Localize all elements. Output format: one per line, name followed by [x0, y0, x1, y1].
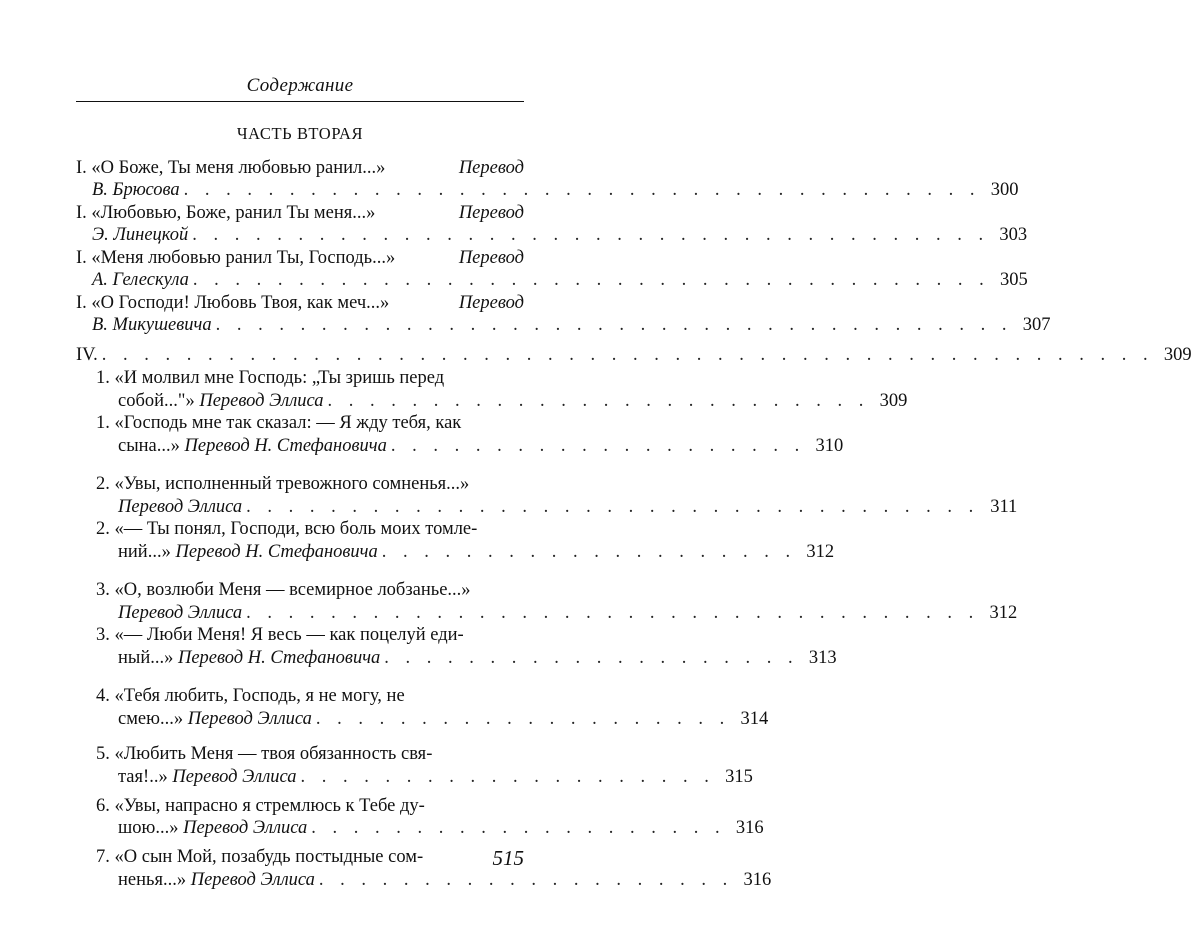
translator-name: Э. Линецкой — [92, 225, 189, 245]
translator-name: Перевод Н. Стефановича — [177, 648, 381, 668]
toc-sub-entry-line — [118, 709, 769, 733]
entry-title-cont: ненья...» — [118, 870, 187, 890]
toc-sub-entry-line — [118, 818, 764, 842]
header-rule — [76, 101, 524, 102]
translator-name: Перевод Н. Стефановича — [184, 436, 387, 456]
page-number: 310 — [815, 436, 844, 456]
entry-title: I. «О Господи! Любовь Твоя, как меч...» — [76, 293, 390, 313]
leader-dots: . . . . . . . . . . . . . . . . . . . . . . . . . . . . . . . . . . . — [246, 603, 980, 623]
leader-dots: . . . . . . . . . . . . . . . . . . . . — [390, 436, 806, 456]
page-folio: 515 — [492, 846, 524, 870]
translator-name: Перевод Эллиса — [190, 870, 315, 890]
translator-label: Перевод — [458, 248, 524, 268]
entry-title-cont: сына...» — [118, 436, 180, 456]
toc-sub-entry-line — [118, 870, 772, 894]
page-number: 309 — [1163, 345, 1192, 365]
toc-sub-entry-line — [118, 542, 835, 566]
translator-label: Перевод — [458, 158, 524, 178]
section-label: IV. — [76, 345, 98, 365]
leader-dots: . . . . . . . . . . . . . . . . . . . . — [384, 648, 799, 668]
translator-name: В. Брюсова — [92, 180, 180, 200]
toc-entry-line — [76, 158, 524, 182]
translator-label: Перевод — [458, 293, 524, 313]
page-number: 312 — [806, 542, 835, 562]
toc-sub-entry-line — [96, 625, 524, 649]
toc-sub-entry-line — [96, 368, 524, 392]
toc-sub-entry-line — [96, 413, 524, 437]
page-number: 307 — [1022, 315, 1051, 335]
toc-sub-entry-line — [96, 847, 524, 871]
translator-name: Перевод Н. Стефановича — [175, 542, 378, 562]
toc-entry-line — [76, 203, 524, 227]
leader-dots: . . . . . . . . . . . . . . . . . . . . . . . . . . . . . . . . . . . . . . . . . . . . . . . . . . — [101, 345, 1154, 365]
toc-entry-line — [92, 225, 1028, 249]
entry-title: 2. «Увы, исполненный тревожного сомненья...» — [96, 474, 470, 494]
toc-sub-entry-line — [96, 474, 524, 498]
translator-name: Перевод Эллиса — [118, 603, 243, 623]
page-number: 316 — [743, 870, 772, 890]
leader-dots: . . . . . . . . . . . . . . . . . . . . . . . . . . . . . . . . . . . . . . — [183, 180, 981, 200]
translator-name: Перевод Эллиса — [199, 391, 324, 411]
toc-sub-entry-line — [96, 686, 475, 710]
translator-name: В. Микушевича — [92, 315, 212, 335]
entry-title: I. «Меня любовью ранил Ты, Господь...» — [76, 248, 396, 268]
entry-title-cont: собой..."» — [118, 391, 195, 411]
translator-name: Перевод Эллиса — [172, 767, 297, 787]
leader-dots: . . . . . . . . . . . . . . . . . . . . . . . . . . . . . . . . . . . — [246, 497, 980, 517]
page-number: 305 — [1000, 270, 1028, 290]
entry-title-cont: шою...» — [118, 818, 179, 838]
toc-entry-line — [76, 293, 524, 317]
toc-sub-entry-line — [96, 580, 524, 604]
entry-title: 7. «О сын Мой, позабудь постыдные сом- — [96, 847, 424, 867]
entry-title-cont: ный...» — [118, 648, 174, 668]
entry-title: 5. «Любить Меня — твоя обязанность свя- — [96, 744, 433, 764]
entry-title: 3. «— Люби Меня! Я весь — как поцелуй еди- — [96, 625, 464, 645]
page-number: 311 — [990, 497, 1018, 517]
leader-dots: . . . . . . . . . . . . . . . . . . . . — [318, 870, 734, 890]
entry-title-cont: тая!..» — [118, 767, 168, 787]
toc-sub-entry-line — [118, 603, 1018, 627]
toc-sub-entry-line — [96, 519, 524, 543]
toc-entry-line — [92, 180, 1019, 204]
page-number: 312 — [989, 603, 1018, 623]
toc-entry-line — [92, 270, 1028, 294]
entry-title-cont: смею...» — [118, 709, 184, 729]
entry-title: 3. «О, возлюби Меня — всемирное лобзанье...» — [96, 580, 471, 600]
toc-sub-entry-line — [118, 648, 837, 672]
part-title: ЧАСТЬ ВТОРАЯ — [236, 124, 364, 143]
entry-title: I. «О Боже, Ты меня любовью ранил...» — [76, 158, 386, 178]
translator-name: Перевод Эллиса — [118, 497, 243, 517]
toc-sub-entry-line — [118, 497, 1018, 521]
entry-title: 1. «И молвил мне Господь: „Ты зришь перед — [96, 368, 445, 388]
leader-dots: . . . . . . . . . . . . . . . . . . . . — [381, 542, 797, 562]
entry-title: 4. «Тебя любить, Господь, я не могу, не — [96, 686, 405, 706]
entry-title: 1. «Господь мне так сказал: — Я жду тебя, как — [96, 413, 462, 433]
entry-title-cont: ний...» — [118, 542, 171, 562]
translator-label: Перевод — [458, 203, 524, 223]
page-number: 303 — [999, 225, 1028, 245]
entry-title: 2. «— Ты понял, Господи, всю боль моих томле- — [96, 519, 478, 539]
page-number: 309 — [879, 391, 908, 411]
leader-dots: . . . . . . . . . . . . . . . . . . . . . . . . . . . . . . . . . . . . . . — [192, 270, 990, 290]
toc-sub-entry-line — [118, 391, 908, 415]
entry-title: I. «Любовью, Боже, ранил Ты меня...» — [76, 203, 376, 223]
toc-sub-entry-line — [96, 796, 524, 820]
page-number: 314 — [740, 709, 769, 729]
section-heading — [76, 345, 1192, 369]
page-number: 316 — [735, 818, 764, 838]
page-number: 315 — [725, 767, 753, 787]
entry-title: 6. «Увы, напрасно я стремлюсь к Тебе ду- — [96, 796, 425, 816]
leader-dots: . . . . . . . . . . . . . . . . . . . . . . . . . . . . . . . . . . . . . . — [192, 225, 990, 245]
toc-sub-entry-line — [118, 436, 844, 460]
leader-dots: . . . . . . . . . . . . . . . . . . . . — [300, 767, 715, 787]
toc-sub-entry-line — [118, 767, 753, 791]
toc-entry-line — [76, 248, 524, 272]
translator-name: Перевод Эллиса — [183, 818, 308, 838]
translator-name: А. Гелескула — [92, 270, 189, 290]
toc-entry-line — [92, 315, 1051, 339]
leader-dots: . . . . . . . . . . . . . . . . . . . . — [315, 709, 731, 729]
page-number: 300 — [990, 180, 1019, 200]
toc-sub-entry-line — [96, 744, 524, 768]
translator-name: Перевод Эллиса — [187, 709, 312, 729]
page-number: 313 — [808, 648, 837, 668]
leader-dots: . . . . . . . . . . . . . . . . . . . . . . . . . . — [327, 391, 870, 411]
leader-dots: . . . . . . . . . . . . . . . . . . . . . . . . . . . . . . . . . . . . . . — [215, 315, 1013, 335]
leader-dots: . . . . . . . . . . . . . . . . . . . . — [311, 818, 726, 838]
running-head: Содержание — [246, 75, 354, 96]
